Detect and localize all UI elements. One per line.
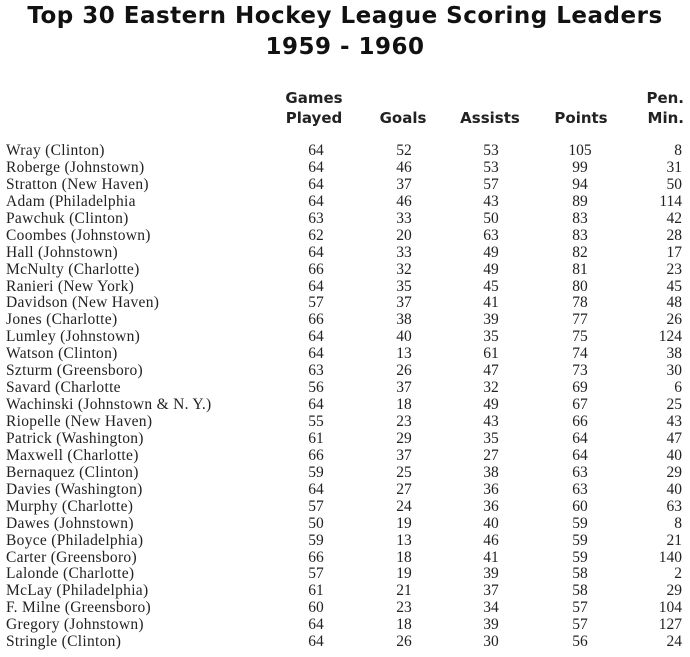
points-cell: 82 <box>572 243 588 261</box>
points-cell: 57 <box>572 616 588 634</box>
penalty-minutes-cell: 45 <box>666 277 682 295</box>
penalty-minutes-cell: 24 <box>666 633 682 651</box>
games-played-cell: 57 <box>308 497 324 515</box>
table-row <box>0 279 690 296</box>
games-played-cell: 64 <box>308 633 324 651</box>
games-played-cell: 63 <box>308 209 324 227</box>
table-row <box>0 380 690 397</box>
player-name: Lumley (Johnstown) <box>6 328 141 346</box>
games-played-cell: 66 <box>308 446 324 464</box>
table-row <box>0 397 690 414</box>
penalty-minutes-cell: 29 <box>666 463 682 481</box>
player-name: Maxwell (Charlotte) <box>6 446 139 464</box>
points-cell: 57 <box>572 599 588 617</box>
goals-cell: 33 <box>396 209 412 227</box>
table-row <box>0 600 690 617</box>
games-played-cell: 64 <box>308 616 324 634</box>
goals-cell: 37 <box>396 294 412 312</box>
games-played-cell: 64 <box>308 158 324 176</box>
games-played-cell: 64 <box>308 396 324 414</box>
player-name: Stringle (Clinton) <box>6 633 122 651</box>
goals-cell: 25 <box>396 463 412 481</box>
penalty-minutes-cell: 2 <box>674 565 682 583</box>
penalty-minutes-cell: 25 <box>666 396 682 414</box>
table-row <box>0 295 690 312</box>
goals-cell: 46 <box>396 192 412 210</box>
header-pen-line1: Pen. <box>646 89 684 107</box>
assists-cell: 47 <box>483 362 499 380</box>
goals-cell: 27 <box>396 480 412 498</box>
player-name: Gregory (Johnstown) <box>6 616 144 634</box>
assists-cell: 49 <box>483 260 499 278</box>
goals-cell: 37 <box>396 446 412 464</box>
penalty-minutes-cell: 17 <box>666 243 682 261</box>
table-row <box>0 448 690 465</box>
goals-cell: 33 <box>396 243 412 261</box>
goals-cell: 26 <box>396 362 412 380</box>
table-row <box>0 499 690 516</box>
header-games-played <box>278 88 350 128</box>
points-cell: 56 <box>572 633 588 651</box>
table-row <box>0 566 690 583</box>
penalty-minutes-cell: 114 <box>659 192 682 210</box>
goals-cell: 29 <box>396 429 412 447</box>
table-row <box>0 143 690 160</box>
player-name: Riopelle (New Haven) <box>6 413 153 430</box>
goals-cell: 24 <box>396 497 412 515</box>
table-row <box>0 634 690 651</box>
points-cell: 78 <box>572 294 588 312</box>
player-name: Lalonde (Charlotte) <box>6 565 135 583</box>
player-name: McNulty (Charlotte) <box>6 260 140 278</box>
goals-cell: 18 <box>396 548 412 566</box>
points-cell: 99 <box>572 158 588 176</box>
goals-cell: 32 <box>396 260 412 278</box>
header-games-line2: Played <box>285 109 343 127</box>
player-name: Adam (Philadelphia <box>6 192 136 210</box>
assists-cell: 41 <box>483 548 499 566</box>
assists-cell: 35 <box>483 429 499 447</box>
penalty-minutes-cell: 30 <box>666 362 682 380</box>
table-row <box>0 245 690 262</box>
penalty-minutes-cell: 26 <box>666 311 682 329</box>
player-name: McLay (Philadelphia) <box>6 582 149 600</box>
points-cell: 89 <box>572 192 588 210</box>
scoring-table <box>0 143 690 651</box>
header-games-line1: Games <box>285 89 343 107</box>
points-cell: 59 <box>572 548 588 566</box>
assists-cell: 36 <box>483 497 499 515</box>
player-name: Ranieri (New York) <box>6 277 135 295</box>
points-cell: 105 <box>568 142 592 159</box>
penalty-minutes-cell: 23 <box>666 260 682 278</box>
goals-cell: 40 <box>396 328 412 346</box>
assists-cell: 61 <box>483 345 499 363</box>
penalty-minutes-cell: 29 <box>666 582 682 600</box>
penalty-minutes-cell: 63 <box>666 497 682 515</box>
points-cell: 58 <box>572 582 588 600</box>
games-played-cell: 50 <box>308 514 324 532</box>
penalty-minutes-cell: 6 <box>674 379 682 397</box>
goals-cell: 35 <box>396 277 412 295</box>
table-row <box>0 465 690 482</box>
penalty-minutes-cell: 8 <box>674 514 682 532</box>
games-played-cell: 64 <box>308 175 324 193</box>
table-row <box>0 617 690 634</box>
table-row <box>0 583 690 600</box>
player-name: Patrick (Washington) <box>6 429 144 447</box>
points-cell: 74 <box>572 345 588 363</box>
table-row <box>0 194 690 211</box>
goals-cell: 23 <box>396 599 412 617</box>
header-points: Points <box>554 109 608 127</box>
player-name: Coombes (Johnstown) <box>6 226 151 244</box>
points-cell: 77 <box>572 311 588 329</box>
player-name: Hall (Johnstown) <box>6 243 118 261</box>
player-name: Roberge (Johnstown) <box>6 158 145 176</box>
assists-cell: 63 <box>483 226 499 244</box>
header-assists: Assists <box>460 109 520 127</box>
table-row <box>0 312 690 329</box>
player-name: Stratton (New Haven) <box>6 175 149 193</box>
points-cell: 63 <box>572 480 588 498</box>
player-name: F. Milne (Greensboro) <box>6 599 151 617</box>
goals-cell: 20 <box>396 226 412 244</box>
games-played-cell: 57 <box>308 565 324 583</box>
games-played-cell: 62 <box>308 226 324 244</box>
table-row <box>0 363 690 380</box>
assists-cell: 39 <box>483 616 499 634</box>
points-cell: 73 <box>572 362 588 380</box>
games-played-cell: 64 <box>308 142 324 159</box>
assists-cell: 36 <box>483 480 499 498</box>
games-played-cell: 64 <box>308 277 324 295</box>
games-played-cell: 64 <box>308 328 324 346</box>
player-name: Wachinski (Johnstown & N. Y.) <box>6 396 212 414</box>
goals-cell: 26 <box>396 633 412 651</box>
penalty-minutes-cell: 140 <box>658 548 682 566</box>
assists-cell: 37 <box>483 582 499 600</box>
table-row <box>0 211 690 228</box>
player-name: Wray (Clinton) <box>6 142 105 159</box>
player-name: Murphy (Charlotte) <box>6 497 134 515</box>
points-cell: 69 <box>572 379 588 397</box>
table-row <box>0 414 690 431</box>
points-cell: 59 <box>572 514 588 532</box>
assists-cell: 38 <box>483 463 499 481</box>
penalty-minutes-cell: 43 <box>666 413 682 430</box>
penalty-minutes-cell: 124 <box>658 328 682 346</box>
games-played-cell: 66 <box>308 260 324 278</box>
penalty-minutes-cell: 104 <box>658 599 682 617</box>
goals-cell: 37 <box>396 379 412 397</box>
games-played-cell: 64 <box>308 480 324 498</box>
player-name: Dawes (Johnstown) <box>6 514 134 532</box>
player-name: Davidson (New Haven) <box>6 294 160 312</box>
goals-cell: 23 <box>396 413 412 430</box>
assists-cell: 32 <box>483 379 499 397</box>
assists-cell: 49 <box>483 243 499 261</box>
player-name: Jones (Charlotte) <box>6 311 118 329</box>
player-name: Watson (Clinton) <box>6 345 118 363</box>
assists-cell: 39 <box>483 565 499 583</box>
player-name: Davies (Washington) <box>6 480 143 498</box>
points-cell: 66 <box>572 413 588 430</box>
assists-cell: 30 <box>483 633 499 651</box>
penalty-minutes-cell: 127 <box>658 616 682 634</box>
assists-cell: 34 <box>483 599 499 617</box>
goals-cell: 52 <box>396 142 412 159</box>
assists-cell: 41 <box>483 294 499 312</box>
table-row <box>0 533 690 550</box>
player-name: Bernaquez (Clinton) <box>6 463 139 481</box>
goals-cell: 19 <box>396 565 412 583</box>
goals-cell: 19 <box>396 514 412 532</box>
points-cell: 81 <box>572 260 588 278</box>
table-row <box>0 262 690 279</box>
goals-cell: 18 <box>396 396 412 414</box>
goals-cell: 13 <box>396 531 412 549</box>
table-row <box>0 431 690 448</box>
games-played-cell: 61 <box>308 429 324 447</box>
points-cell: 59 <box>572 531 588 549</box>
table-row <box>0 228 690 245</box>
games-played-cell: 60 <box>308 599 324 617</box>
assists-cell: 53 <box>483 142 499 159</box>
games-played-cell: 64 <box>308 192 324 210</box>
table-row <box>0 516 690 533</box>
assists-cell: 45 <box>483 277 499 295</box>
assists-cell: 46 <box>483 531 499 549</box>
goals-cell: 13 <box>396 345 412 363</box>
player-name: Szturm (Greensboro) <box>6 362 143 380</box>
table-row <box>0 346 690 363</box>
page-title: Top 30 Eastern Hockey League Scoring Leaders <box>27 3 663 29</box>
points-cell: 80 <box>572 277 588 295</box>
penalty-minutes-cell: 28 <box>666 226 682 244</box>
assists-cell: 35 <box>483 328 499 346</box>
points-cell: 64 <box>572 429 588 447</box>
penalty-minutes-cell: 8 <box>674 142 682 159</box>
points-cell: 83 <box>572 226 588 244</box>
assists-cell: 53 <box>483 158 499 176</box>
assists-cell: 43 <box>483 192 499 210</box>
penalty-minutes-cell: 47 <box>666 429 682 447</box>
penalty-minutes-cell: 40 <box>666 446 682 464</box>
assists-cell: 40 <box>483 514 499 532</box>
points-cell: 64 <box>572 446 588 464</box>
assists-cell: 49 <box>483 396 499 414</box>
goals-cell: 18 <box>396 616 412 634</box>
table-row <box>0 550 690 567</box>
penalty-minutes-cell: 48 <box>666 294 682 312</box>
games-played-cell: 61 <box>308 582 324 600</box>
assists-cell: 50 <box>483 209 499 227</box>
points-cell: 94 <box>572 175 588 193</box>
header-goals: Goals <box>379 109 427 127</box>
header-penalty-minutes <box>628 88 684 128</box>
points-cell: 83 <box>572 209 588 227</box>
penalty-minutes-cell: 21 <box>666 531 682 549</box>
assists-cell: 39 <box>483 311 499 329</box>
penalty-minutes-cell: 42 <box>666 209 682 227</box>
goals-cell: 21 <box>396 582 412 600</box>
penalty-minutes-cell: 31 <box>666 158 682 176</box>
table-row <box>0 160 690 177</box>
games-played-cell: 59 <box>308 531 324 549</box>
assists-cell: 43 <box>483 413 499 430</box>
games-played-cell: 66 <box>308 548 324 566</box>
games-played-cell: 56 <box>308 379 324 397</box>
player-name: Boyce (Philadelphia) <box>6 531 144 549</box>
points-cell: 58 <box>572 565 588 583</box>
games-played-cell: 66 <box>308 311 324 329</box>
penalty-minutes-cell: 50 <box>666 175 682 193</box>
goals-cell: 46 <box>396 158 412 176</box>
assists-cell: 27 <box>483 446 499 464</box>
table-row <box>0 177 690 194</box>
table-row <box>0 329 690 346</box>
points-cell: 60 <box>572 497 588 515</box>
goals-cell: 37 <box>396 175 412 193</box>
points-cell: 67 <box>572 396 588 414</box>
penalty-minutes-cell: 38 <box>666 345 682 363</box>
assists-cell: 57 <box>483 175 499 193</box>
player-name: Pawchuk (Clinton) <box>6 209 129 227</box>
goals-cell: 38 <box>396 311 412 329</box>
season-subtitle: 1959 - 1960 <box>265 34 425 60</box>
points-cell: 63 <box>572 463 588 481</box>
games-played-cell: 59 <box>308 463 324 481</box>
penalty-minutes-cell: 40 <box>666 480 682 498</box>
games-played-cell: 63 <box>308 362 324 380</box>
player-name: Savard (Charlotte <box>6 379 121 397</box>
header-pen-line2: Min. <box>647 109 684 127</box>
table-row <box>0 482 690 499</box>
player-name: Carter (Greensboro) <box>6 548 137 566</box>
games-played-cell: 64 <box>308 243 324 261</box>
games-played-cell: 57 <box>308 294 324 312</box>
games-played-cell: 55 <box>308 413 324 430</box>
games-played-cell: 64 <box>308 345 324 363</box>
points-cell: 75 <box>572 328 588 346</box>
